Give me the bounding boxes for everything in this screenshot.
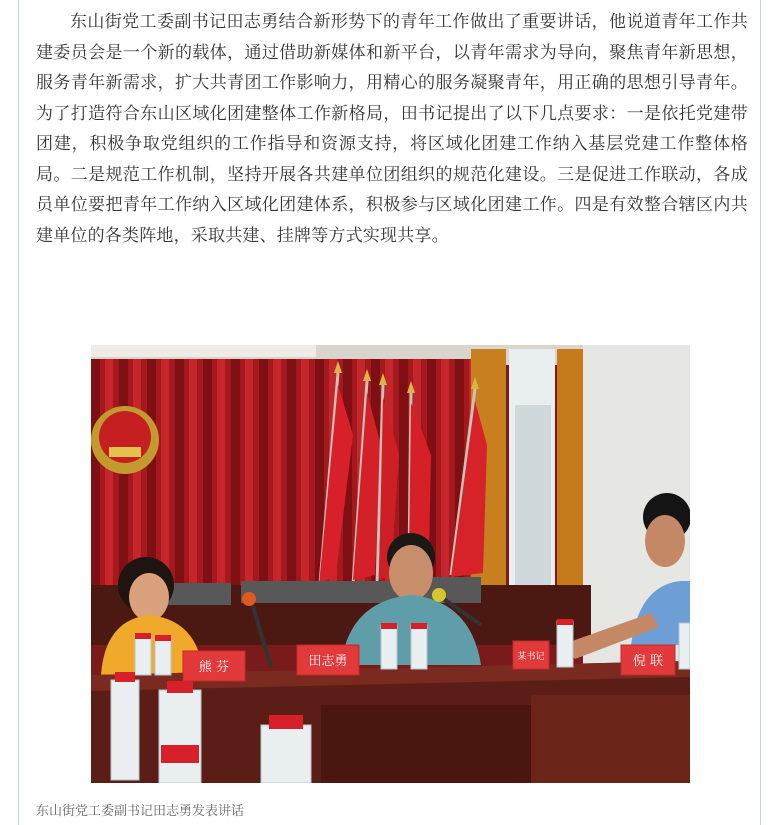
meeting-photo-illustration (91, 345, 690, 783)
meeting-photo (91, 345, 690, 783)
photo-caption: 东山街党工委副书记田志勇发表讲话 (36, 804, 245, 819)
nameplate-2: 田志勇 (308, 654, 348, 669)
nameplate-3: 某书记 (517, 652, 545, 662)
article-paragraph: 东山街党工委副书记田志勇结合新形势下的青年工作做出了重要讲话，他说道青年工作共建委员会是一个新的载体，通过借助新媒体和新平台，以青年需求为导向，聚焦青年新思想，服务青年新需求，扩大共青团工作影响力，用精心的服务凝聚青年，用正确的思想引导青年。为了打造符合东山区域化团建整体工作新格局，田书记提出了以下几点要求：一是依托党建带团建，积极争取党组织的工作指导和资源支持，将区域化团建工作纳入基层党建工作整体格局。二是规范工作机制，坚持开展各共建单位团组织的规范化建设。三是促进工作联动，各成员单位要把青年工作纳入区域化团建体系，积极参与区域化团建工作。四是有效整合辖区内共建单位的各类阵地，采取共建、挂牌等方式实现共享。 (36, 12, 748, 246)
nameplate-1: 熊 芬 (198, 660, 230, 675)
nameplate-4: 倪 联 (632, 654, 664, 669)
